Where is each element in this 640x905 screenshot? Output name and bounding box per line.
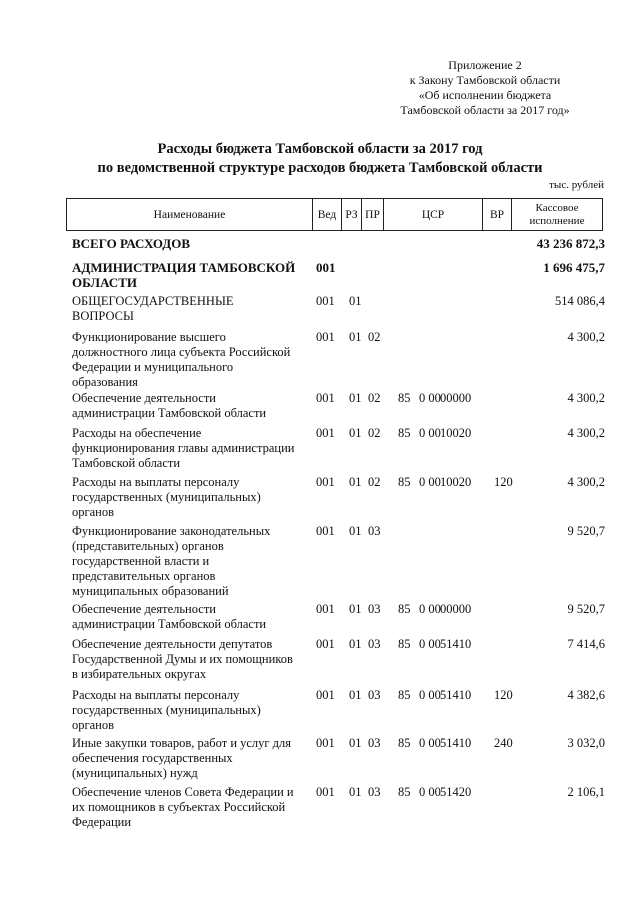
row-ved: 001 xyxy=(316,330,335,344)
table-row xyxy=(0,236,640,251)
row-csr3: 51410 xyxy=(440,688,472,702)
row-rz: 01 xyxy=(349,391,362,405)
row-ved: 001 xyxy=(316,637,335,651)
row-name: АДМИНИСТРАЦИЯ ТАМБОВСКОЙ ОБЛАСТИ xyxy=(72,260,296,290)
title-line-2: по ведомственной структуре расходов бюджета Тамбовской области xyxy=(97,160,543,176)
row-vr: 120 xyxy=(494,475,513,489)
header-pr: ПР xyxy=(362,199,384,231)
table-row xyxy=(0,736,640,781)
row-amount: 4 300,2 xyxy=(567,475,605,489)
row-csr2: 0 00 xyxy=(419,475,441,489)
row-csr2: 0 00 xyxy=(419,391,441,405)
row-amount: 9 520,7 xyxy=(567,524,605,538)
row-pr: 03 xyxy=(368,688,381,702)
title-line-1: Расходы бюджета Тамбовской области за 2017 год xyxy=(157,141,483,157)
row-pr: 03 xyxy=(368,785,381,799)
row-csr3: 51410 xyxy=(440,637,472,651)
header-name: Наименование xyxy=(67,199,313,231)
row-csr1: 85 xyxy=(398,688,411,702)
row-ved: 001 xyxy=(316,426,335,440)
table-row xyxy=(0,475,640,520)
row-rz: 01 xyxy=(349,426,362,440)
row-ved: 001 xyxy=(316,736,335,750)
row-name: Расходы на выплаты персоналу государственных (муниципальных) органов xyxy=(72,475,261,519)
row-name: Обеспечение членов Совета Федерации и их помощников в субъектах Российской Федерации xyxy=(72,785,294,829)
row-rz: 01 xyxy=(349,475,362,489)
row-csr3: 00000 xyxy=(440,602,472,616)
row-ved: 001 xyxy=(316,785,335,799)
row-rz: 01 xyxy=(349,688,362,702)
row-pr: 03 xyxy=(368,602,381,616)
row-amount: 9 520,7 xyxy=(567,602,605,616)
table-row xyxy=(0,602,640,632)
row-csr2: 0 00 xyxy=(419,602,441,616)
row-amount: 4 300,2 xyxy=(567,330,605,344)
row-name: ОБЩЕГОСУДАРСТВЕННЫЕ ВОПРОСЫ xyxy=(72,294,234,323)
row-pr: 02 xyxy=(368,391,381,405)
row-name: Расходы на обеспечение функционирования главы администрации Тамбовской области xyxy=(72,426,295,470)
document-title xyxy=(60,140,580,178)
row-rz: 01 xyxy=(349,330,362,344)
row-vr: 120 xyxy=(494,688,513,702)
header-amount xyxy=(512,199,603,231)
header-ved: Вед xyxy=(313,199,342,231)
row-pr: 02 xyxy=(368,426,381,440)
header-rz: РЗ xyxy=(342,199,362,231)
table-row xyxy=(0,330,640,390)
row-csr3: 10020 xyxy=(440,426,472,440)
appendix-line-4: Тамбовской области за 2017 год» xyxy=(400,103,570,117)
row-vr: 240 xyxy=(494,736,513,750)
row-csr1: 85 xyxy=(398,391,411,405)
header-amount-line-2: исполнение xyxy=(529,214,585,227)
row-name: Расходы на выплаты персоналу государственных (муниципальных) органов xyxy=(72,688,261,732)
row-amount: 3 032,0 xyxy=(567,736,605,750)
row-ved: 001 xyxy=(316,688,335,702)
row-rz: 01 xyxy=(349,736,362,750)
row-csr3: 51420 xyxy=(440,785,472,799)
row-pr: 03 xyxy=(368,524,381,538)
table-row xyxy=(0,524,640,599)
row-rz: 01 xyxy=(349,524,362,538)
row-amount: 1 696 475,7 xyxy=(543,260,605,275)
row-csr1: 85 xyxy=(398,602,411,616)
header-vr: ВР xyxy=(483,199,512,231)
row-pr: 03 xyxy=(368,637,381,651)
row-name: Обеспечение деятельности депутатов Государственной Думы и их помощников в избирательных округах xyxy=(72,637,293,681)
row-ved: 001 xyxy=(316,391,335,405)
table-row xyxy=(0,637,640,682)
row-pr: 03 xyxy=(368,736,381,750)
row-name: Функционирование законодательных (представительных) органов государственной власти и представительных органов муниципальных образований xyxy=(72,524,271,598)
row-amount: 7 414,6 xyxy=(567,637,605,651)
row-csr2: 0 00 xyxy=(419,785,441,799)
row-csr1: 85 xyxy=(398,785,411,799)
row-name: ВСЕГО РАСХОДОВ xyxy=(72,236,191,251)
row-csr1: 85 xyxy=(398,736,411,750)
row-name: Обеспечение деятельности администрации Тамбовской области xyxy=(72,391,267,420)
row-csr1: 85 xyxy=(398,637,411,651)
row-amount: 43 236 872,3 xyxy=(536,236,605,251)
table-row xyxy=(0,426,640,471)
row-name: Функционирование высшего должностного лица субъекта Российской Федерации и муниципального образования xyxy=(72,330,291,389)
row-csr2: 0 00 xyxy=(419,637,441,651)
row-amount: 4 300,2 xyxy=(567,426,605,440)
row-ved: 001 xyxy=(316,524,335,538)
row-ved: 001 xyxy=(316,475,335,489)
table-row xyxy=(0,688,640,733)
appendix-line-1: Приложение 2 xyxy=(448,58,522,72)
row-ved: 001 xyxy=(316,602,335,616)
table-row xyxy=(0,391,640,421)
row-rz: 01 xyxy=(349,785,362,799)
table-row xyxy=(0,260,640,290)
row-csr3: 51410 xyxy=(440,736,472,750)
appendix-line-2: к Закону Тамбовской области xyxy=(409,73,561,87)
table-row xyxy=(0,785,640,830)
row-name: Иные закупки товаров, работ и услуг для обеспечения государственных (муниципальных) нужд xyxy=(72,736,292,780)
row-csr1: 85 xyxy=(398,475,411,489)
row-csr2: 0 00 xyxy=(419,426,441,440)
row-csr1: 85 xyxy=(398,426,411,440)
row-amount: 4 300,2 xyxy=(567,391,605,405)
header-csr: ЦСР xyxy=(384,199,483,231)
table-row xyxy=(0,294,640,324)
row-csr3: 00000 xyxy=(440,391,472,405)
header-amount-line-1: Кассовое xyxy=(535,201,579,214)
units-label: тыс. рублей xyxy=(549,179,604,191)
row-rz: 01 xyxy=(349,294,362,308)
row-pr: 02 xyxy=(368,475,381,489)
row-csr3: 10020 xyxy=(440,475,472,489)
row-rz: 01 xyxy=(349,637,362,651)
row-ved: 001 xyxy=(316,294,335,308)
row-amount: 2 106,1 xyxy=(567,785,605,799)
appendix-note xyxy=(360,58,610,118)
row-csr2: 0 00 xyxy=(419,688,441,702)
row-csr2: 0 00 xyxy=(419,736,441,750)
row-ved: 001 xyxy=(316,260,336,275)
row-amount: 4 382,6 xyxy=(567,688,605,702)
row-name: Обеспечение деятельности администрации Тамбовской области xyxy=(72,602,267,631)
appendix-line-3: «Об исполнении бюджета xyxy=(418,88,552,102)
row-amount: 514 086,4 xyxy=(555,294,605,308)
row-rz: 01 xyxy=(349,602,362,616)
row-pr: 02 xyxy=(368,330,381,344)
table-header xyxy=(66,198,603,231)
